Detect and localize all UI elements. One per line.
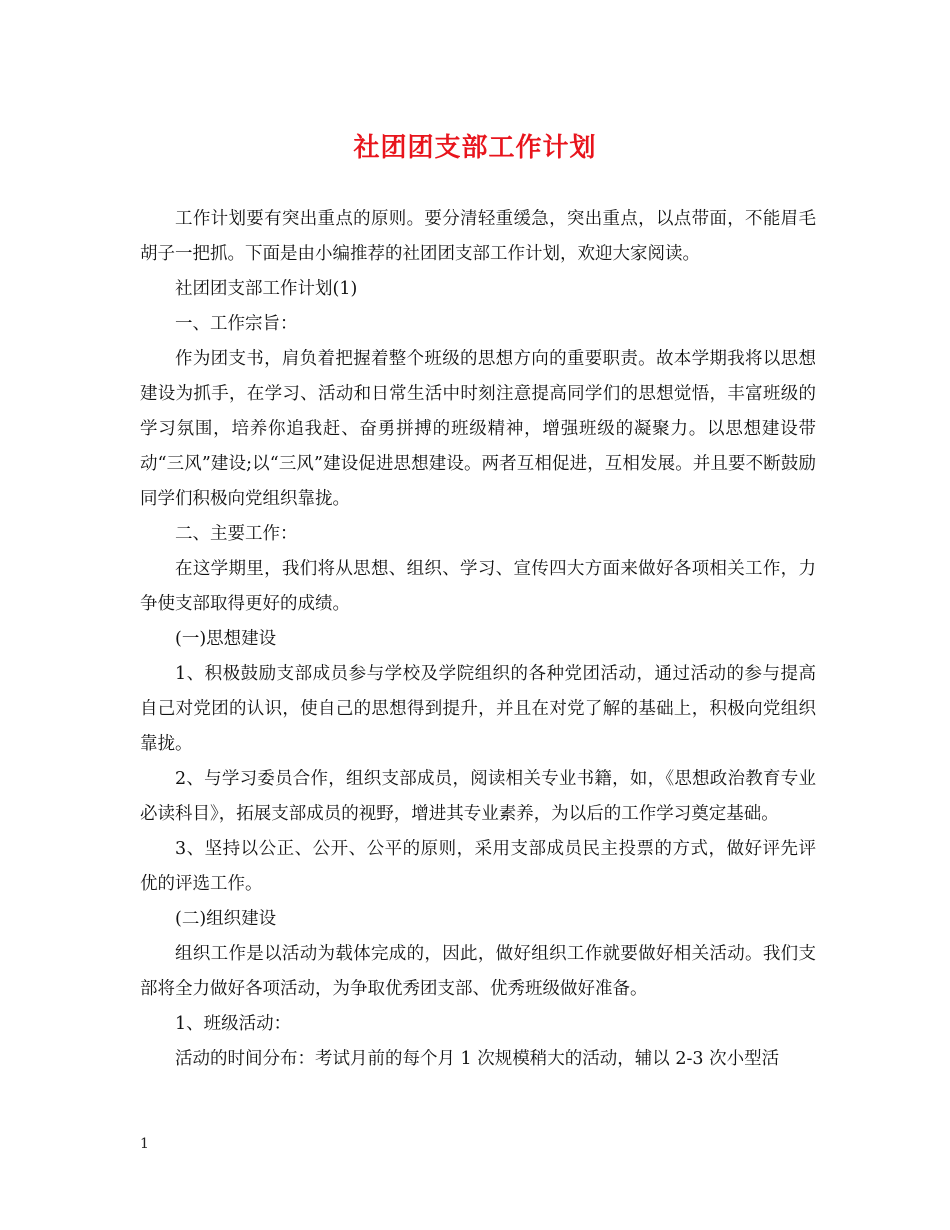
paragraph-ideology-item-3: 3、坚持以公正、公开、公平的原则，采用支部成员民主投票的方式，做好评先评优的评选工作。: [140, 839, 816, 894]
page-number: 1: [140, 1136, 149, 1152]
paragraph-heading-class-activities: 1、班级活动：: [175, 1014, 292, 1034]
paragraph-heading-organization: (二)组织建设: [175, 909, 277, 929]
paragraph-section-heading: 社团团支部工作计划(1): [175, 279, 358, 299]
paragraph-heading-purpose: 一、工作宗旨：: [175, 314, 298, 334]
paragraph-ideology-item-1: 1、积极鼓励支部成员参与学校及学院组织的各种党团活动，通过活动的参与提高自己对党团的认识，使自己的思想得到提升，并且在对党了解的基础上，积极向党组织靠拢。: [140, 664, 816, 754]
document-body: [140, 202, 816, 1077]
paragraph-ideology-item-2: 2、与学习委员合作，组织支部成员，阅读相关专业书籍，如，《思想政治教育专业必读科目》，拓展支部成员的视野，增进其专业素养，为以后的工作学习奠定基础。: [140, 769, 816, 824]
paragraph-heading-main-work: 二、主要工作：: [175, 524, 298, 544]
paragraph-heading-ideology: (一)思想建设: [175, 629, 277, 649]
document-title: 社团团支部工作计划: [353, 133, 597, 163]
paragraph-organization: 组织工作是以活动为载体完成的，因此，做好组织工作就要做好相关活动。我们支部将全力做好各项活动，为争取优秀团支部、优秀班级做好准备。: [140, 944, 816, 999]
paragraph-main-work: 在这学期里，我们将从思想、组织、学习、宣传四大方面来做好各项相关工作，力争使支部取得更好的成绩。: [140, 559, 816, 614]
paragraph-intro: 工作计划要有突出重点的原则。要分清轻重缓急，突出重点，以点带面，不能眉毛胡子一把抓。下面是由小编推荐的社团团支部工作计划，欢迎大家阅读。: [140, 209, 816, 264]
paragraph-activity-schedule: 活动的时间分布：考试月前的每个月 1 次规模稍大的活动，辅以 2-3 次小型活: [175, 1049, 780, 1069]
paragraph-purpose: 作为团支书，肩负着把握着整个班级的思想方向的重要职责。故本学期我将以思想建设为抓手，在学习、活动和日常生活中时刻注意提高同学们的思想觉悟，丰富班级的学习氛围，培养你追我赶、奋勇拼搏的班级精神，增强班级的凝聚力。以思想建设带动“三风”建设;以“三风”建设促进思想建设。两者互相促进，互相发展。并且要不断鼓励同学们积极向党组织靠拢。: [140, 349, 816, 509]
